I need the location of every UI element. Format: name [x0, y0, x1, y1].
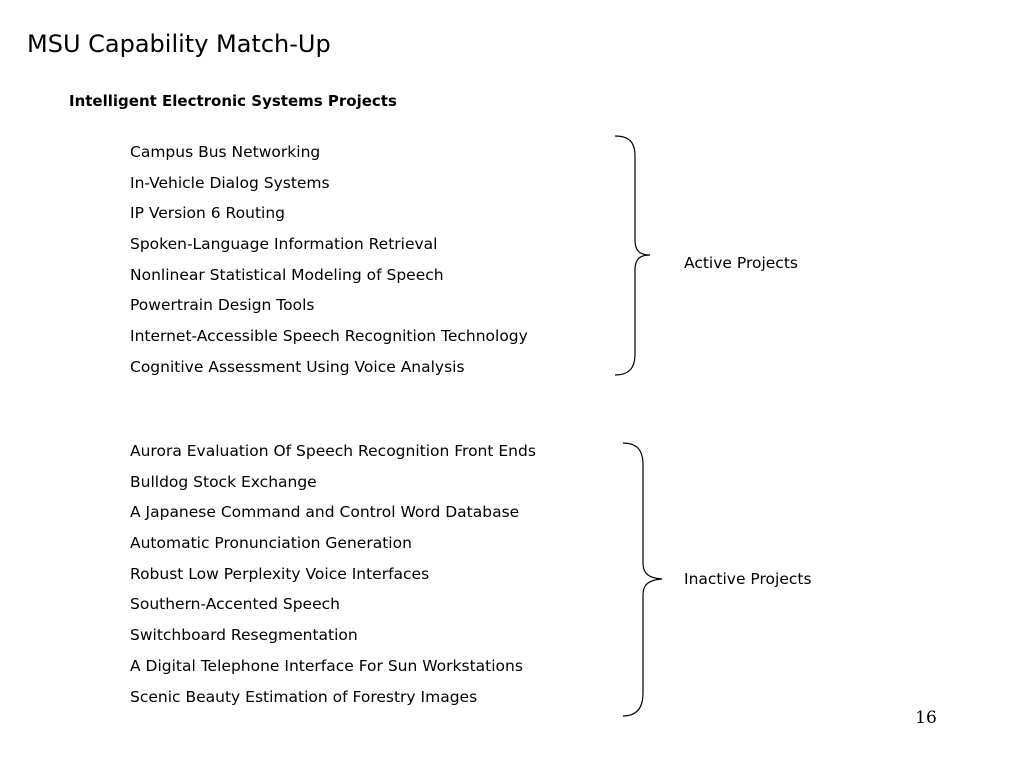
inactive-projects-brace [618, 441, 678, 719]
project-item: Automatic Pronunciation Generation [130, 534, 412, 553]
section-heading: Intelligent Electronic Systems Projects [69, 92, 397, 110]
active-projects-label: Active Projects [684, 254, 798, 272]
project-item: Spoken-Language Information Retrieval [130, 235, 438, 254]
project-item: Internet-Accessible Speech Recognition Technology [130, 327, 528, 346]
project-item: Southern-Accented Speech [130, 595, 340, 614]
project-item: IP Version 6 Routing [130, 204, 285, 223]
project-item: Bulldog Stock Exchange [130, 472, 317, 491]
inactive-projects-label: Inactive Projects [684, 570, 812, 588]
project-item: A Japanese Command and Control Word Database [130, 503, 520, 522]
project-item: Robust Low Perplexity Voice Interfaces [130, 564, 430, 583]
slide-title: MSU Capability Match-Up [27, 30, 331, 58]
project-item: Aurora Evaluation Of Speech Recognition Front Ends [130, 442, 536, 460]
project-item: Scenic Beauty Estimation of Forestry Images [130, 687, 478, 706]
project-item: Switchboard Resegmentation [130, 626, 358, 645]
project-item: Cognitive Assessment Using Voice Analysis [130, 357, 465, 376]
active-project-list [130, 137, 528, 383]
inactive-project-list [130, 436, 536, 712]
project-item: In-Vehicle Dialog Systems [130, 173, 330, 192]
project-item: Nonlinear Statistical Modeling of Speech [130, 265, 444, 284]
project-item: Powertrain Design Tools [130, 296, 315, 315]
active-projects-brace [610, 134, 670, 378]
project-item: A Digital Telephone Interface For Sun Workstations [130, 656, 523, 675]
page-number: 16 [915, 708, 937, 728]
project-item: Campus Bus Networking [130, 143, 321, 161]
